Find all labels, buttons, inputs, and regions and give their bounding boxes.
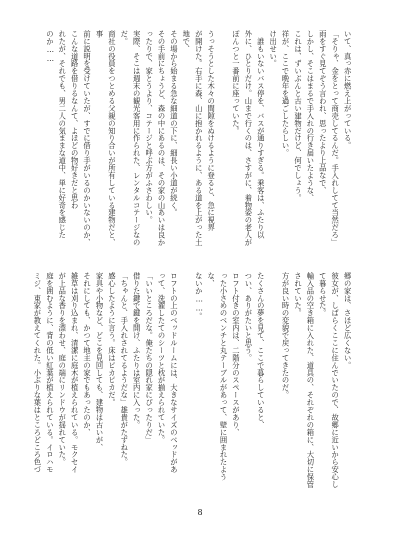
upper-text-block	[45, 30, 366, 253]
page-number: 8	[197, 508, 203, 517]
lower-right-columns: 借りた鍵で鍵を開け、ふたりは室内に入った。 「ちゃんと、手入れされてるようだな」雄貴がたずねた。 感心したように言う。床はピカピカだ。 家具や小物など、どこを見回しても、建物は古いが、 それにしても、かつて地主の家でもあったのか、 雑草は刈り込まれ、清潔に庭木が植えられている。モクセイ が上品な香りを漂わせ、庭の端にリンドウが揺れていた。 庭を囲むように、背の低い紅葉が植えられている。イロハモ ミジ、東家が教えてくれた。小ぶりな葉はところどころ色づ	[33, 272, 142, 474]
lower-left-columns: 郷の家は、さほど広くない。 彼女が、しばらくここに住んでいたので、故郷に近いから安心して暮らせた。 輸入品の空き箱に入れた、道具の、それぞれの箱に、大切に保管されていた。 方が良い時の変貌で戻ってきたのだ。 たくさんの夢を見て、ここで暮らしていると、 つい、ありがたいと思う。 ロフト付きの室内は、二階分のスペースがあり、 った小さめのベンチと丸テーブルがあって、壁に囲まれたような、 ないか……。 ロフトの上のベッドルームには、大きなサイズのベッドがあ って、洗濯したてのシーツと枕が揃えられていた。 「いいところだな。俺たちの隠れ家にぴったりだ」	[145, 272, 353, 489]
upper-left-columns: いて、真っ赤に燃え上がっている。 「そりゃ、金をとって商売してるんだ。手入れしてて当然だろ」 雨をすぐ見てぞう言われ、思ったより上品なで、 しかし、そこはまるで手入れの行き届いたような、 これは、ずいぶんと古い建物だけど、何でしょう。 祥が、ここで晩年を過ごしたらしい。	[281, 30, 353, 247]
lower-text-block	[33, 272, 366, 495]
upper-right-columns: け出せい。 誰もいないバス停を、バスが通りすぎる。乗客は、ふたり以 外に、ひとりだけ。山まで行くのは、さすがに、着物姿の老人が ぽんつと一番前に座っていた。 うっそうとした木々の間隙をぬけるように登ると、急に視界 が開けた。右手に森、山に抱かれるように、ある道を上がった土地で、 その場から始まる急な細道の下に、細長い小道が続く。 その手前にちょうど、森の中にあるのは、その家の山あいは良か ったりで、家とうより、コテージと呼ぶ方がふさわしい。 実際、そこは週末の観光客用に作られた、レンタルコテージなのだ。 商社の役員をつとめる父親の知り合いが所有している建物だと、事 前に説明を受けていたが、すでに借り手がいるのかいないのか、 こんな道路を借りるなんて、よほどの物好きだと思わ れたが、それでも、男二人の気ままな道中、単に好奇を感じた のか……	[45, 30, 279, 247]
